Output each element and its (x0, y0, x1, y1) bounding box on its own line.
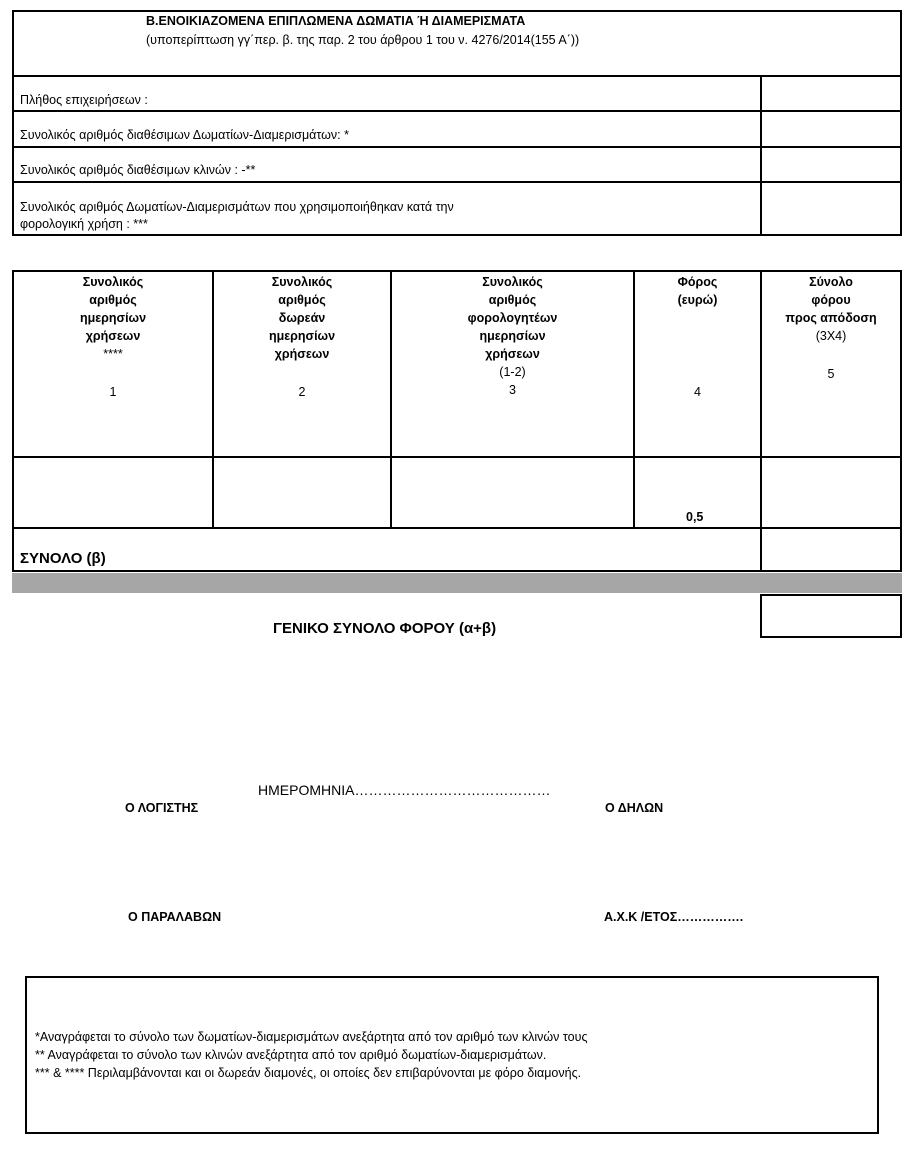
declarant-label: Ο ΔΗΛΩΝ (605, 801, 664, 815)
column-header-tax-euro: Φόρος (ευρώ) 4 (635, 273, 760, 401)
column-header-total-daily-uses: Συνολικός αριθμός ημερησίων χρήσεων **** 1 (14, 273, 212, 401)
label-used-rooms-line-2: φορολογική χρήση : *** (20, 217, 148, 231)
section-title: Β.ΕΝΟΙΚΙΑΖΟΜΕΝΑ ΕΠΙΠΛΩΜΕΝΑ ΔΩΜΑΤΙΑ Ή ΔΙΑΜΕΡΙΣΜΑΤΑ (146, 14, 526, 28)
footnotes-box (25, 976, 879, 1134)
row-divider (12, 456, 902, 458)
column-number: 1 (109, 385, 117, 399)
total-b-label: ΣΥΝΟΛΟ (β) (20, 550, 106, 567)
column-number: 5 (827, 367, 835, 381)
label-businesses-count: Πλήθος επιχειρήσεων : (20, 93, 148, 107)
value-available-beds[interactable] (768, 163, 894, 177)
cell-total-daily-uses[interactable] (20, 470, 204, 510)
label-available-rooms: Συνολικός αριθμός διαθέσιμων Δωματίων-Διαμερισμάτων: * (20, 128, 349, 142)
row-divider (12, 75, 902, 77)
cell-total-tax-due[interactable] (768, 470, 894, 510)
column-number: 3 (509, 383, 516, 397)
column-header-taxable-daily-uses: Συνολικός αριθμός φορολογητέων ημερησίων χρήσεων (1-2) 3 (392, 273, 633, 399)
value-available-rooms[interactable] (768, 128, 894, 142)
footnote-3: *** & **** Περιλαμβάνονται και οι δωρεάν διαμονές, οι οποίες δεν επιβαρύνονται με φόρο διαμονής. (35, 1066, 582, 1080)
row-divider (12, 146, 902, 148)
column-header-free-daily-uses: Συνολικός αριθμός δωρεάν ημερησίων χρήσεων 2 (214, 273, 390, 401)
footnote-2: ** Αναγράφεται το σύνολο των κλινών ανεξάρτητα από τον αριθμό δωματίων-διαμερισμάτων. (35, 1048, 547, 1062)
receiver-label: Ο ΠΑΡΑΛΑΒΩΝ (128, 910, 222, 924)
cell-free-daily-uses[interactable] (220, 470, 382, 510)
label-used-rooms-line-1: Συνολικός αριθμός Δωματίων-Διαμερισμάτων που χρησιμοποιήθηκαν κατά την (20, 200, 454, 214)
row-divider (12, 110, 902, 112)
column-header-total-tax-due: Σύνολο φόρου προς απόδοση (3Χ4) 5 (762, 273, 900, 383)
column-formula: (3Χ4) (815, 329, 847, 343)
value-businesses-count[interactable] (768, 93, 894, 107)
accountant-label: Ο ΛΟΓΙΣΤΗΣ (125, 801, 199, 815)
column-footnote-mark: **** (103, 347, 123, 361)
footnote-1: *Αναγράφεται το σύνολο των δωματίων-διαμερισμάτων ανεξάρτητα από τον αριθμό των κλινών τους (35, 1030, 588, 1044)
grand-total-value-box[interactable] (760, 594, 902, 638)
value-used-rooms[interactable] (768, 205, 894, 219)
label-available-beds: Συνολικός αριθμός διαθέσιμων κλινών : -** (20, 163, 256, 177)
total-b-value[interactable] (768, 540, 894, 564)
cell-taxable-daily-uses[interactable] (398, 470, 626, 510)
grand-total-label: ΓΕΝΙΚΟ ΣΥΝΟΛΟ ΦΟΡΟΥ (α+β) (273, 620, 497, 637)
cell-tax-rate: 0,5 (686, 510, 704, 524)
column-formula: (1-2) (499, 365, 526, 379)
section-subtitle: (υποπερίπτωση γγ΄περ. β. της παρ. 2 του άρθρου 1 του ν. 4276/2014(155 Α΄)) (146, 33, 580, 47)
row-divider (12, 527, 902, 529)
akk-year-label: Α.Χ.Κ /ΕΤΟΣ……………. (604, 910, 744, 924)
value-column-divider (760, 75, 762, 236)
separator-band (12, 573, 902, 593)
column-number: 4 (694, 385, 701, 399)
date-line: ΗΜΕΡΟΜΗΝΙΑ…………………………………… (258, 782, 551, 798)
row-divider (12, 181, 902, 183)
column-number: 2 (298, 385, 306, 399)
